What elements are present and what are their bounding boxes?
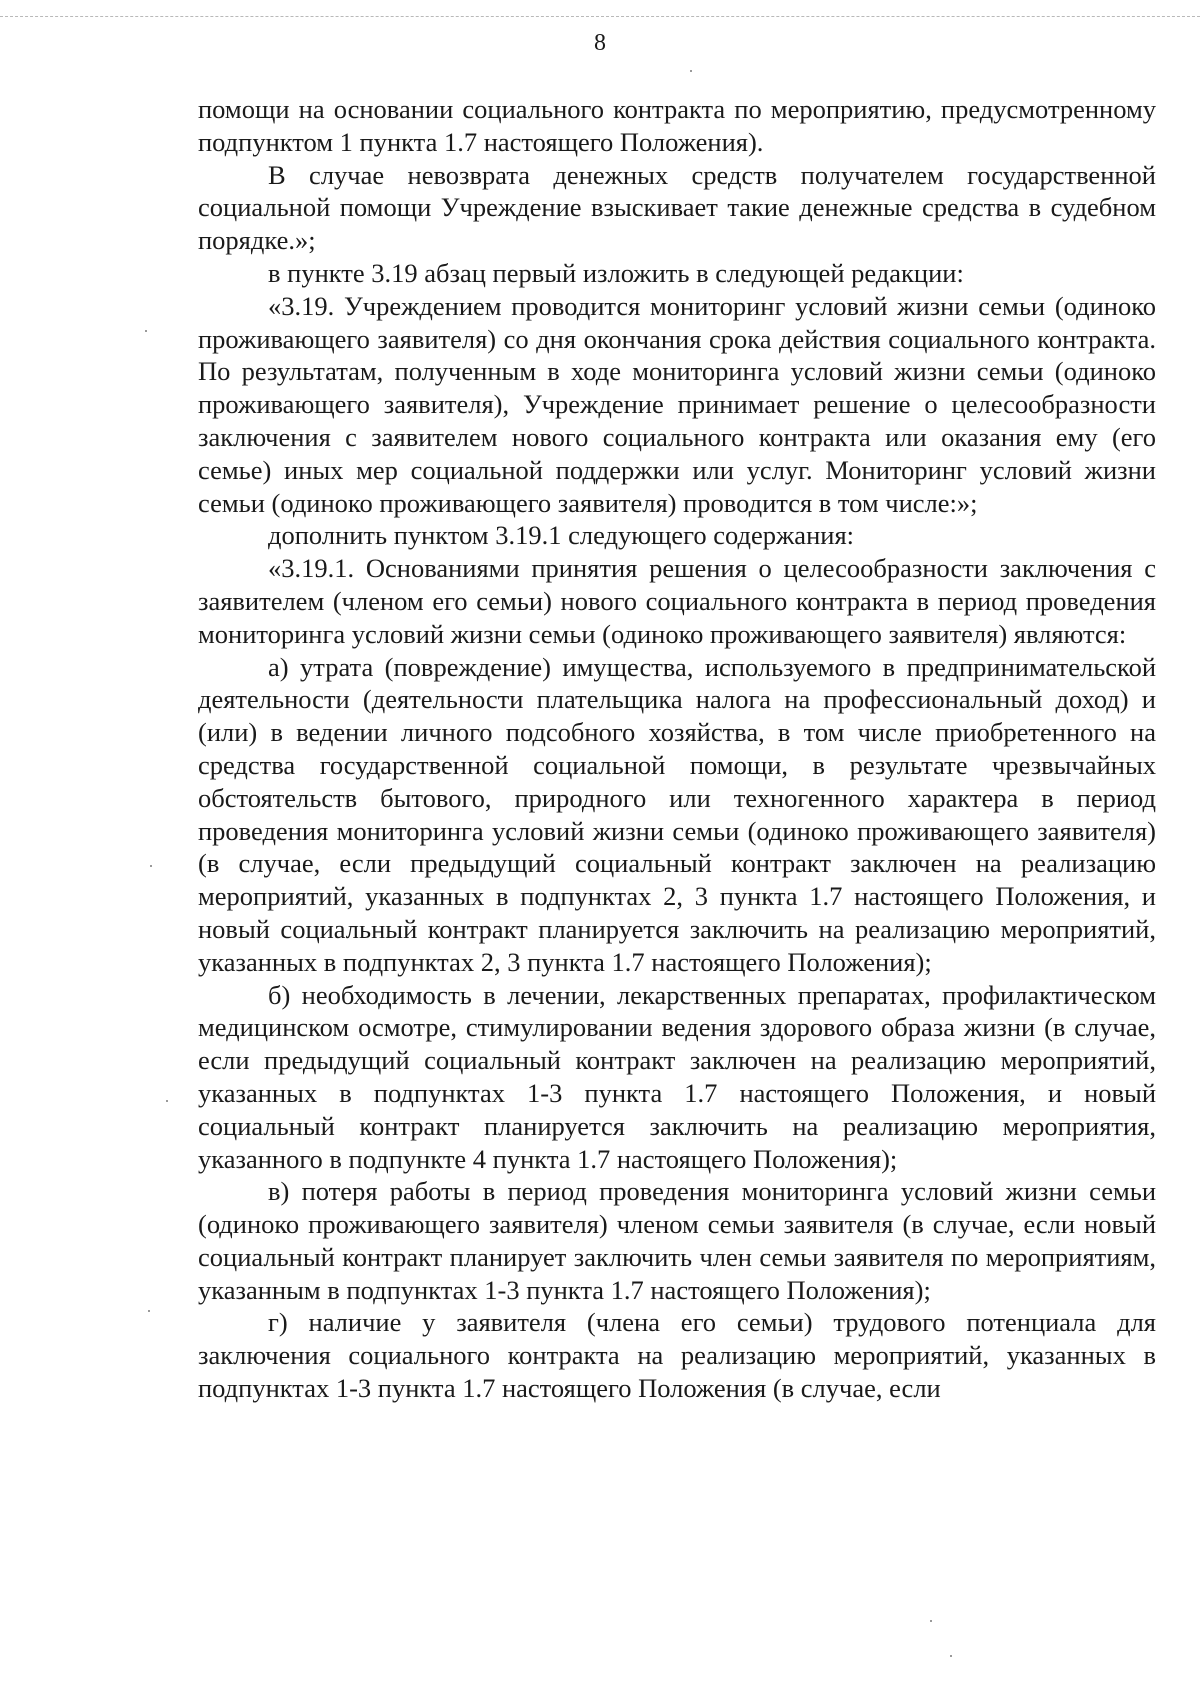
scan-speck bbox=[950, 1655, 952, 1657]
paragraph-3-19-1: «3.19.1. Основаниями принятия решения о целесообразности заключения с заявителем (членом его семьи) нового социального контракта в период проведения мониторинга условий жизни семьи (одиноко проживающего заявителя) являются: bbox=[198, 553, 1156, 649]
paragraph-amend-3-19: в пункте 3.19 абзац первый изложить в следующей редакции: bbox=[268, 257, 964, 288]
paragraph-item-a: а) утрата (повреждение) имущества, используемого в предпринимательской деятельности (деятельности плательщика налога на профессиональный доход) и (или) в ведении личного подсобного хозяйства, в том числе приобретенного на средства государственной социальной помощи, в результате чрезвычайных обстоятельств бытового, природного или техногенного характера в период проведения мониторинга условий жизни семьи (одиноко проживающего заявителя) (в случае, если предыдущий социальный контракт заключен на реализацию мероприятий, указанных в подпунктах 2, 3 пункта 1.7 настоящего Положения, и новый социальный контракт планируется заключить на реализацию мероприятий, указанных в подпунктах 2, 3 пункта 1.7 настоящего Положения); bbox=[198, 651, 1156, 977]
page-number: 8 bbox=[594, 30, 606, 56]
scan-speck bbox=[150, 865, 152, 867]
paragraph-item-v: в) потеря работы в период проведения мониторинга условий жизни семьи (одиноко проживающего заявителя) членом семьи заявителя (в случае, если новый социальный контракт планирует заключить член семьи заявителя по мероприятиям, указанным в подпунктах 1-3 пункта 1.7 настоящего Положения); bbox=[198, 1176, 1156, 1305]
paragraph-item-b: б) необходимость в лечении, лекарственных препаратах, профилактическом медицинском осмотре, стимулировании ведения здорового образа жизни (в случае, если предыдущий социальный контракт заключен на реализацию мероприятий, указанных в подпунктах 1-3 пункта 1.7 настоящего Положения, и новый социальный контракт планируется заключить на реализацию мероприятия, указанного в подпункте 4 пункта 1.7 настоящего Положения); bbox=[198, 979, 1156, 1174]
scan-speck bbox=[148, 1310, 150, 1312]
scan-speck bbox=[690, 70, 692, 72]
paragraph-add-3-19-1: дополнить пунктом 3.19.1 следующего содержания: bbox=[268, 520, 854, 551]
paragraph-nonreturn: В случае невозврата денежных средств получателем государственной социальной помощи Учреждение взыскивает такие денежные средства в судебном порядке.»; bbox=[198, 159, 1156, 256]
scan-speck bbox=[930, 1620, 932, 1622]
paragraph-item-g: г) наличие у заявителя (члена его семьи) трудового потенциала для заключения социального контракта на реализацию мероприятий, указанных в подпунктах 1-3 пункта 1.7 настоящего Положения (в случае, если bbox=[198, 1307, 1156, 1404]
paragraph-3-19: «3.19. Учреждением проводится мониторинг условий жизни семьи (одиноко проживающего заявителя) со дня окончания срока действия социального контракта. По результатам, полученным в ходе мониторинга условий жизни семьи (одиноко проживающего заявителя), Учреждение принимает решение о целесообразности заключения с заявителем нового социального контракта или оказания ему (его семье) иных мер социальной поддержки или услуг. Мониторинг условий жизни семьи (одиноко проживающего заявителя) проводится в том числе:»; bbox=[198, 290, 1156, 518]
paragraph-continuation: помощи на основании социального контракта по мероприятию, предусмотренному подпунктом 1 пункта 1.7 настоящего Положения). bbox=[198, 94, 1156, 157]
document-body bbox=[198, 93, 1156, 1405]
scan-top-edge bbox=[0, 16, 1200, 17]
scan-speck bbox=[145, 330, 147, 332]
scan-speck bbox=[166, 1100, 168, 1102]
